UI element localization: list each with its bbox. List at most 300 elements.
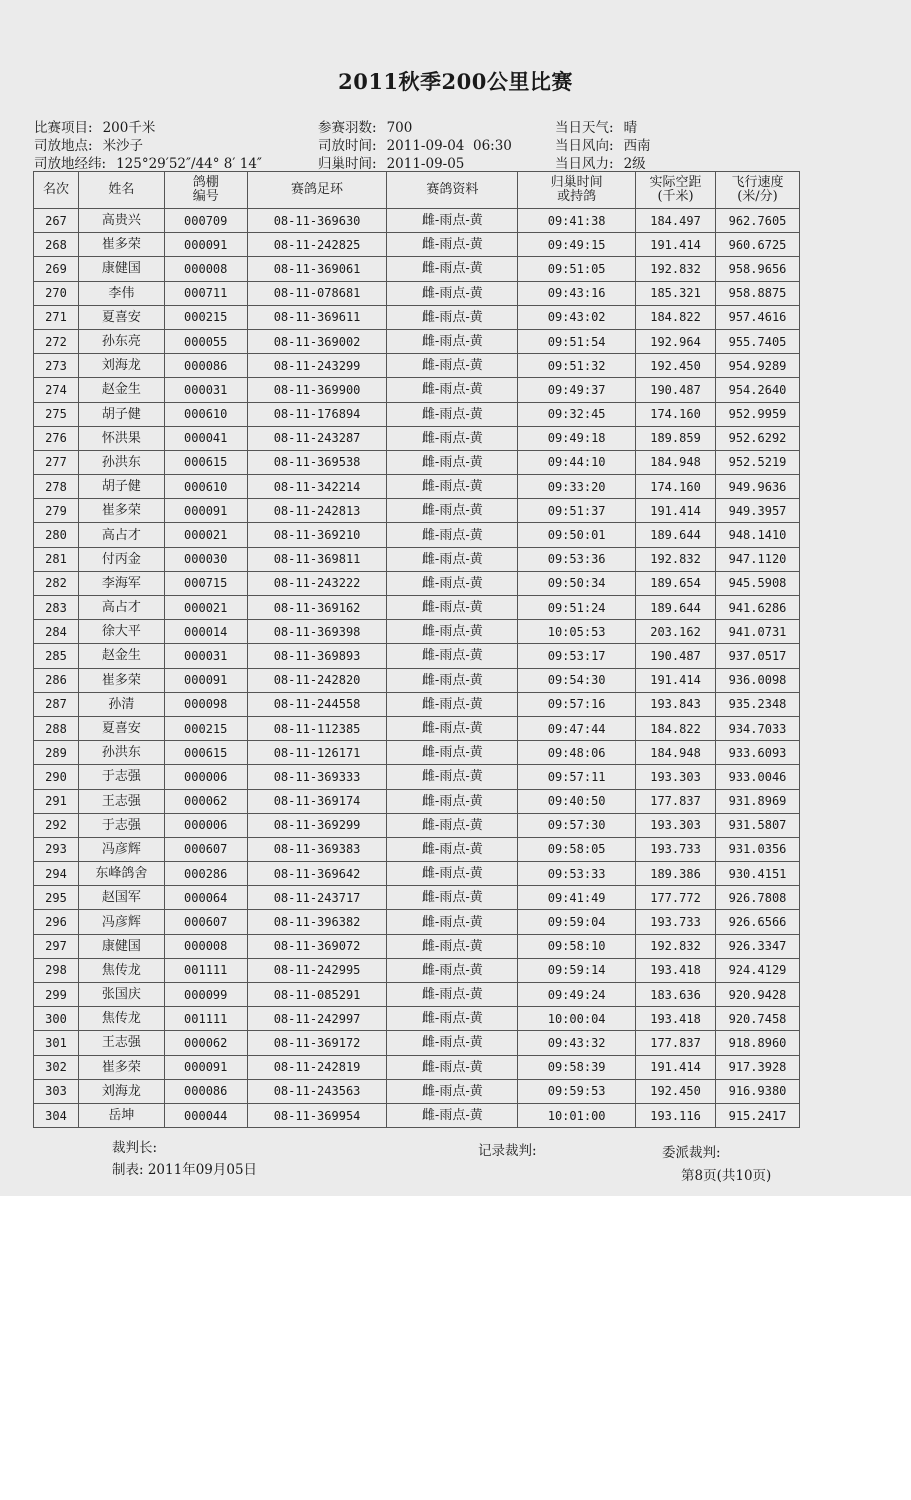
cell-loft-no: 000064	[164, 886, 247, 910]
cell-loft-no: 000031	[164, 644, 247, 668]
cell-return-time: 09:59:14	[518, 958, 636, 982]
cell-pigeon-info: 雌-雨点-黄	[387, 329, 518, 353]
cell-loft-no: 000055	[164, 329, 247, 353]
page-number: 第8页(共10页)	[681, 1168, 772, 1184]
cell-ring: 08-11-369630	[247, 209, 387, 233]
cell-name: 赵金生	[78, 644, 164, 668]
cell-ring: 08-11-369538	[247, 450, 387, 474]
cell-loft-no: 001111	[164, 958, 247, 982]
cell-return-time: 09:33:20	[518, 475, 636, 499]
cell-distance: 203.162	[636, 620, 716, 644]
cell-speed: 958.8875	[715, 281, 799, 305]
cell-distance: 189.386	[636, 862, 716, 886]
cell-return-time: 10:00:04	[518, 1007, 636, 1031]
cell-distance: 192.450	[636, 1079, 716, 1103]
cell-rank: 304	[34, 1103, 79, 1127]
cell-loft-no: 000021	[164, 596, 247, 620]
cell-distance: 191.414	[636, 233, 716, 257]
cell-speed: 952.9959	[715, 402, 799, 426]
cell-speed: 960.6725	[715, 233, 799, 257]
cell-loft-no: 000607	[164, 837, 247, 861]
cell-rank: 293	[34, 837, 79, 861]
cell-speed: 952.5219	[715, 450, 799, 474]
cell-rank: 272	[34, 329, 79, 353]
table-row	[34, 934, 800, 958]
cell-loft-no: 000014	[164, 620, 247, 644]
table-row	[34, 233, 800, 257]
cell-pigeon-info: 雌-雨点-黄	[387, 523, 518, 547]
cell-pigeon-info: 雌-雨点-黄	[387, 596, 518, 620]
cell-loft-no: 000086	[164, 1079, 247, 1103]
cell-speed: 955.7405	[715, 329, 799, 353]
cell-distance: 184.822	[636, 305, 716, 329]
cell-return-time: 09:59:53	[518, 1079, 636, 1103]
cell-return-time: 09:43:32	[518, 1031, 636, 1055]
cell-speed: 954.9289	[715, 354, 799, 378]
cell-name: 高占才	[78, 523, 164, 547]
release-value: 2011-09-04 06:30	[386, 138, 512, 154]
cell-pigeon-info: 雌-雨点-黄	[387, 426, 518, 450]
cell-speed: 917.3928	[715, 1055, 799, 1079]
table-row	[34, 958, 800, 982]
cell-name: 徐大平	[78, 620, 164, 644]
cell-loft-no: 000008	[164, 257, 247, 281]
cell-rank: 299	[34, 983, 79, 1007]
cell-name: 焦传龙	[78, 958, 164, 982]
cell-pigeon-info: 雌-雨点-黄	[387, 692, 518, 716]
cell-pigeon-info: 雌-雨点-黄	[387, 644, 518, 668]
cell-speed: 933.0046	[715, 765, 799, 789]
cell-loft-no: 000610	[164, 402, 247, 426]
table-row	[34, 789, 800, 813]
table-row	[34, 910, 800, 934]
cell-return-time: 09:53:33	[518, 862, 636, 886]
cell-ring: 08-11-369299	[247, 813, 387, 837]
coords-label: 司放地经纬:	[34, 156, 107, 172]
cell-rank: 296	[34, 910, 79, 934]
cell-name: 冯彦辉	[78, 910, 164, 934]
cell-speed: 915.2417	[715, 1103, 799, 1127]
cell-rank: 271	[34, 305, 79, 329]
cell-pigeon-info: 雌-雨点-黄	[387, 886, 518, 910]
cell-rank: 274	[34, 378, 79, 402]
cell-rank: 291	[34, 789, 79, 813]
cell-rank: 267	[34, 209, 79, 233]
cell-name: 胡子健	[78, 475, 164, 499]
cell-return-time: 09:51:05	[518, 257, 636, 281]
cell-name: 东峰鸽舍	[78, 862, 164, 886]
cell-name: 胡子健	[78, 402, 164, 426]
cell-return-time: 09:53:36	[518, 547, 636, 571]
cell-return-time: 09:49:37	[518, 378, 636, 402]
cell-ring: 08-11-243299	[247, 354, 387, 378]
cell-speed: 926.6566	[715, 910, 799, 934]
page-title: 2011秋季200公里比赛	[338, 69, 573, 94]
cell-distance: 193.303	[636, 813, 716, 837]
cell-distance: 193.418	[636, 958, 716, 982]
cell-rank: 286	[34, 668, 79, 692]
cell-ring: 08-11-112385	[247, 716, 387, 740]
cell-pigeon-info: 雌-雨点-黄	[387, 837, 518, 861]
cell-return-time: 09:41:49	[518, 886, 636, 910]
cell-pigeon-info: 雌-雨点-黄	[387, 983, 518, 1007]
cell-rank: 303	[34, 1079, 79, 1103]
cell-pigeon-info: 雌-雨点-黄	[387, 281, 518, 305]
coords-value: 125°29′52″/44° 8′ 14″	[116, 156, 262, 172]
table-row	[34, 329, 800, 353]
cell-rank: 269	[34, 257, 79, 281]
return-label: 归巢时间:	[318, 156, 377, 172]
cell-return-time: 09:51:37	[518, 499, 636, 523]
table-row	[34, 741, 800, 765]
cell-rank: 281	[34, 547, 79, 571]
cell-loft-no: 000006	[164, 813, 247, 837]
cell-name: 赵金生	[78, 378, 164, 402]
cell-ring: 08-11-242820	[247, 668, 387, 692]
cell-return-time: 09:49:18	[518, 426, 636, 450]
cell-distance: 184.497	[636, 209, 716, 233]
cell-speed: 930.4151	[715, 862, 799, 886]
cell-rank: 268	[34, 233, 79, 257]
table-row	[34, 499, 800, 523]
cell-speed: 916.9380	[715, 1079, 799, 1103]
cell-speed: 936.0098	[715, 668, 799, 692]
release-label: 司放时间:	[318, 138, 377, 154]
cell-loft-no: 000709	[164, 209, 247, 233]
table-row	[34, 475, 800, 499]
cell-return-time: 09:49:15	[518, 233, 636, 257]
cell-name: 康健国	[78, 934, 164, 958]
cell-pigeon-info: 雌-雨点-黄	[387, 233, 518, 257]
cell-speed: 941.0731	[715, 620, 799, 644]
wind-direction-value: 西南	[623, 138, 651, 154]
table-row	[34, 426, 800, 450]
cell-distance: 193.418	[636, 1007, 716, 1031]
cell-name: 孙洪东	[78, 450, 164, 474]
cell-speed: 937.0517	[715, 644, 799, 668]
cell-distance: 183.636	[636, 983, 716, 1007]
cell-ring: 08-11-243717	[247, 886, 387, 910]
cell-ring: 08-11-396382	[247, 910, 387, 934]
cell-return-time: 10:01:00	[518, 1103, 636, 1127]
cell-return-time: 09:41:38	[518, 209, 636, 233]
cell-name: 王志强	[78, 1031, 164, 1055]
table-row	[34, 862, 800, 886]
cell-name: 高占才	[78, 596, 164, 620]
cell-pigeon-info: 雌-雨点-黄	[387, 378, 518, 402]
table-row	[34, 571, 800, 595]
cell-distance: 185.321	[636, 281, 716, 305]
cell-distance: 189.644	[636, 523, 716, 547]
cell-ring: 08-11-242825	[247, 233, 387, 257]
cell-name: 李伟	[78, 281, 164, 305]
table-row	[34, 837, 800, 861]
cell-name: 崔多荣	[78, 668, 164, 692]
cell-ring: 08-11-126171	[247, 741, 387, 765]
table-row	[34, 1055, 800, 1079]
cell-ring: 08-11-342214	[247, 475, 387, 499]
cell-rank: 273	[34, 354, 79, 378]
cell-distance: 174.160	[636, 402, 716, 426]
table-row	[34, 305, 800, 329]
cell-speed: 931.0356	[715, 837, 799, 861]
cell-speed: 918.8960	[715, 1031, 799, 1055]
table-row	[34, 813, 800, 837]
cell-rank: 279	[34, 499, 79, 523]
cell-distance: 192.832	[636, 547, 716, 571]
cell-distance: 184.822	[636, 716, 716, 740]
cell-loft-no: 000711	[164, 281, 247, 305]
return-value: 2011-09-05	[386, 156, 465, 172]
cell-loft-no: 000099	[164, 983, 247, 1007]
cell-rank: 280	[34, 523, 79, 547]
cell-rank: 285	[34, 644, 79, 668]
cell-ring: 08-11-369072	[247, 934, 387, 958]
cell-rank: 297	[34, 934, 79, 958]
cell-pigeon-info: 雌-雨点-黄	[387, 305, 518, 329]
cell-name: 刘海龙	[78, 1079, 164, 1103]
cell-speed: 949.3957	[715, 499, 799, 523]
table-row	[34, 1031, 800, 1055]
cell-distance: 189.654	[636, 571, 716, 595]
coords-info	[34, 152, 262, 172]
cell-distance: 192.832	[636, 257, 716, 281]
cell-distance: 189.644	[636, 596, 716, 620]
cell-return-time: 09:57:16	[518, 692, 636, 716]
cell-ring: 08-11-242997	[247, 1007, 387, 1031]
cell-distance: 193.733	[636, 910, 716, 934]
cell-pigeon-info: 雌-雨点-黄	[387, 571, 518, 595]
cell-name: 怀洪果	[78, 426, 164, 450]
cell-pigeon-info: 雌-雨点-黄	[387, 765, 518, 789]
table-row	[34, 1079, 800, 1103]
cell-loft-no: 000021	[164, 523, 247, 547]
cell-loft-no: 000030	[164, 547, 247, 571]
cell-rank: 298	[34, 958, 79, 982]
cell-name: 王志强	[78, 789, 164, 813]
cell-speed: 945.5908	[715, 571, 799, 595]
cell-speed: 958.9656	[715, 257, 799, 281]
cell-loft-no: 000041	[164, 426, 247, 450]
cell-name: 刘海龙	[78, 354, 164, 378]
cell-loft-no: 000091	[164, 233, 247, 257]
cell-return-time: 09:40:50	[518, 789, 636, 813]
cell-name: 崔多荣	[78, 499, 164, 523]
cell-distance: 193.843	[636, 692, 716, 716]
cell-return-time: 09:50:01	[518, 523, 636, 547]
cell-rank: 300	[34, 1007, 79, 1031]
cell-pigeon-info: 雌-雨点-黄	[387, 402, 518, 426]
table-row	[34, 692, 800, 716]
cell-ring: 08-11-369954	[247, 1103, 387, 1127]
cell-ring: 08-11-369611	[247, 305, 387, 329]
cell-ring: 08-11-369172	[247, 1031, 387, 1055]
cell-ring: 08-11-369210	[247, 523, 387, 547]
cell-loft-no: 000098	[164, 692, 247, 716]
cell-distance: 192.450	[636, 354, 716, 378]
cell-ring: 08-11-369642	[247, 862, 387, 886]
place-info	[34, 134, 143, 154]
cell-rank: 294	[34, 862, 79, 886]
cell-loft-no: 000062	[164, 1031, 247, 1055]
cell-name: 崔多荣	[78, 1055, 164, 1079]
table-row	[34, 620, 800, 644]
cell-ring: 08-11-243563	[247, 1079, 387, 1103]
cell-return-time: 09:43:16	[518, 281, 636, 305]
cell-loft-no: 000607	[164, 910, 247, 934]
cell-pigeon-info: 雌-雨点-黄	[387, 934, 518, 958]
cell-pigeon-info: 雌-雨点-黄	[387, 910, 518, 934]
cell-rank: 290	[34, 765, 79, 789]
table-row	[34, 765, 800, 789]
cell-rank: 276	[34, 426, 79, 450]
header-name: 姓名	[78, 172, 164, 209]
cell-distance: 184.948	[636, 741, 716, 765]
header-ring: 赛鸽足环	[247, 172, 387, 209]
wind-force-info	[555, 152, 646, 172]
cell-return-time: 09:58:39	[518, 1055, 636, 1079]
cell-pigeon-info: 雌-雨点-黄	[387, 1007, 518, 1031]
cell-pigeon-info: 雌-雨点-黄	[387, 209, 518, 233]
cell-distance: 190.487	[636, 644, 716, 668]
cell-pigeon-info: 雌-雨点-黄	[387, 668, 518, 692]
entries-value: 700	[386, 120, 413, 136]
cell-name: 于志强	[78, 813, 164, 837]
cell-return-time: 09:47:44	[518, 716, 636, 740]
cell-return-time: 09:51:24	[518, 596, 636, 620]
cell-loft-no: 001111	[164, 1007, 247, 1031]
cell-ring: 08-11-369061	[247, 257, 387, 281]
cell-distance: 192.964	[636, 329, 716, 353]
cell-loft-no: 000615	[164, 741, 247, 765]
cell-speed: 934.7033	[715, 716, 799, 740]
cell-distance: 184.948	[636, 450, 716, 474]
wind-direction-info	[555, 134, 651, 154]
results-table	[33, 171, 800, 1128]
cell-speed: 957.4616	[715, 305, 799, 329]
table-row	[34, 716, 800, 740]
table-row	[34, 983, 800, 1007]
cell-distance: 193.116	[636, 1103, 716, 1127]
table-row	[34, 450, 800, 474]
cell-pigeon-info: 雌-雨点-黄	[387, 1079, 518, 1103]
cell-rank: 288	[34, 716, 79, 740]
cell-pigeon-info: 雌-雨点-黄	[387, 1055, 518, 1079]
release-info	[318, 134, 512, 154]
cell-speed: 926.7808	[715, 886, 799, 910]
cell-name: 高贵兴	[78, 209, 164, 233]
cell-name: 孙洪东	[78, 741, 164, 765]
cell-name: 夏喜安	[78, 305, 164, 329]
table-row	[34, 402, 800, 426]
cell-return-time: 09:50:34	[518, 571, 636, 595]
cell-pigeon-info: 雌-雨点-黄	[387, 1103, 518, 1127]
cell-loft-no: 000006	[164, 765, 247, 789]
cell-ring: 08-11-369002	[247, 329, 387, 353]
wind-direction-label: 当日风向:	[555, 138, 614, 154]
cell-distance: 177.837	[636, 1031, 716, 1055]
wind-force-label: 当日风力:	[555, 156, 614, 172]
cell-pigeon-info: 雌-雨点-黄	[387, 716, 518, 740]
made-on-date: 制表: 2011年09月05日	[112, 1162, 258, 1178]
cell-name: 李海军	[78, 571, 164, 595]
cell-pigeon-info: 雌-雨点-黄	[387, 257, 518, 281]
cell-name: 康健国	[78, 257, 164, 281]
cell-distance: 177.772	[636, 886, 716, 910]
cell-name: 冯彦辉	[78, 837, 164, 861]
cell-return-time: 09:32:45	[518, 402, 636, 426]
cell-pigeon-info: 雌-雨点-黄	[387, 789, 518, 813]
cell-ring: 08-11-369900	[247, 378, 387, 402]
record-judge-label: 记录裁判:	[478, 1143, 537, 1159]
cell-rank: 302	[34, 1055, 79, 1079]
cell-loft-no: 000031	[164, 378, 247, 402]
event-info	[34, 116, 155, 136]
cell-pigeon-info: 雌-雨点-黄	[387, 475, 518, 499]
cell-rank: 292	[34, 813, 79, 837]
header-pigeon-info: 赛鸽资料	[387, 172, 518, 209]
cell-distance: 191.414	[636, 668, 716, 692]
cell-speed: 948.1410	[715, 523, 799, 547]
cell-rank: 278	[34, 475, 79, 499]
cell-name: 岳坤	[78, 1103, 164, 1127]
cell-return-time: 09:58:10	[518, 934, 636, 958]
cell-name: 焦传龙	[78, 1007, 164, 1031]
cell-return-time: 09:54:30	[518, 668, 636, 692]
cell-return-time: 09:48:06	[518, 741, 636, 765]
cell-loft-no: 000091	[164, 1055, 247, 1079]
cell-loft-no: 000715	[164, 571, 247, 595]
cell-ring: 08-11-244558	[247, 692, 387, 716]
cell-pigeon-info: 雌-雨点-黄	[387, 813, 518, 837]
cell-rank: 270	[34, 281, 79, 305]
cell-loft-no: 000286	[164, 862, 247, 886]
weather-value: 晴	[623, 120, 638, 136]
cell-name: 于志强	[78, 765, 164, 789]
cell-speed: 947.1120	[715, 547, 799, 571]
cell-speed: 926.3347	[715, 934, 799, 958]
place-value: 米沙子	[102, 138, 144, 154]
header-rank: 名次	[34, 172, 79, 209]
cell-loft-no: 000091	[164, 499, 247, 523]
cell-return-time: 09:44:10	[518, 450, 636, 474]
cell-rank: 277	[34, 450, 79, 474]
event-value: 200千米	[102, 120, 156, 136]
cell-rank: 282	[34, 571, 79, 595]
cell-ring: 08-11-369174	[247, 789, 387, 813]
table-row	[34, 378, 800, 402]
cell-ring: 08-11-369333	[247, 765, 387, 789]
cell-distance: 174.160	[636, 475, 716, 499]
cell-speed: 920.9428	[715, 983, 799, 1007]
cell-pigeon-info: 雌-雨点-黄	[387, 547, 518, 571]
cell-speed: 924.4129	[715, 958, 799, 982]
cell-distance: 193.303	[636, 765, 716, 789]
cell-ring: 08-11-176894	[247, 402, 387, 426]
cell-name: 崔多荣	[78, 233, 164, 257]
cell-return-time: 09:57:30	[518, 813, 636, 837]
table-row	[34, 886, 800, 910]
table-row	[34, 1007, 800, 1031]
cell-speed: 952.6292	[715, 426, 799, 450]
cell-return-time: 10:05:53	[518, 620, 636, 644]
cell-return-time: 09:59:04	[518, 910, 636, 934]
table-row	[34, 644, 800, 668]
cell-loft-no: 000044	[164, 1103, 247, 1127]
delegated-judge-label: 委派裁判:	[662, 1145, 721, 1161]
cell-ring: 08-11-242995	[247, 958, 387, 982]
cell-speed: 935.2348	[715, 692, 799, 716]
